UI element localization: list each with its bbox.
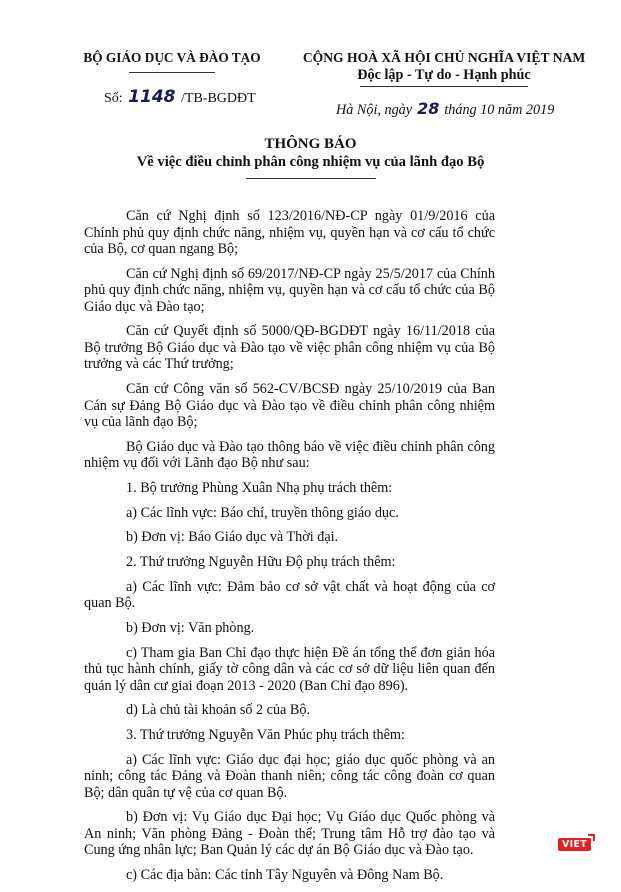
paragraph: c) Các địa bàn: Các tỉnh Tây Nguyên và Đông Nam Bộ. [126,867,444,883]
issue-date [336,99,554,119]
paragraph: Căn cứ Quyết định số 5000/QĐ-BGDĐT ngày 16/11/2018 của Bộ trưởng Bộ Giáo dục và Đào tạo về việc phân công nhiệm vụ của Bộ trưởng và các Thứ trưởng; [84,323,495,373]
national-header [294,50,594,87]
paragraph: 2. Thứ trưởng Nguyễn Hữu Độ phụ trách thêm: [126,554,396,570]
divider [360,86,528,87]
divider [246,178,376,179]
handwritten-day: 28 [417,99,440,118]
nation-title: CỘNG HOÀ XÃ HỘI CHỦ NGHĨA VIỆT NAM [302,50,586,65]
paragraph: Căn cứ Công văn số 562-CV/BCSĐ ngày 25/10/2019 của Ban Cán sự Đảng Bộ Giáo dục và Đào tạo về điều chỉnh phân công nhiệm vụ của lãnh đạo Bộ; [84,381,495,431]
paragraph: c) Tham gia Ban Chỉ đạo thực hiện Đề án tổng thể đơn giản hóa thủ tục hành chính, giấy tờ công dân và các cơ sở dữ liệu liên quan đến quản lý dân cư giai đoạn 2013 - 2020 (Ban Chỉ đạo 896). [84,644,495,694]
ministry-name: BỘ GIÁO DỤC VÀ ĐÀO TẠO [83,50,261,65]
title-main: THÔNG BÁO [264,136,357,152]
paragraph: d) Là chủ tài khoản số 2 của Bộ. [126,702,310,719]
paragraph: b) Đơn vị: Vụ Giáo dục Đại học; Vụ Giáo dục Quốc phòng và An ninh; Văn phòng Đảng - Đoàn thể; Trung tâm Hỗ trợ đào tạo và Cung ứng nhân lực; Ban Quản lý các dự án Bộ Giáo dục và Đào tạo. [84,809,495,859]
paragraph: b) Đơn vị: Báo Giáo dục và Thời đại. [126,529,339,546]
document-title [0,136,621,179]
document-body [84,208,495,892]
handwritten-number: 1148 [128,87,176,107]
paragraph: b) Đơn vị: Văn phòng. [126,619,255,636]
vietnamnet-logo: VIET [558,838,591,851]
paragraph: a) Các lĩnh vực: Đảm bảo cơ sở vật chất và hoạt động của cơ quan Bộ. [84,578,495,612]
date-prefix: Hà Nội, ngày [336,102,413,118]
motto: Độc lập - Tự do - Hạnh phúc [357,67,531,83]
document-number [104,87,256,107]
paragraph: a) Các lĩnh vực: Giáo dục đại học; giáo dục quốc phòng và an ninh; công tác Đảng và Đoàn thanh niên; công tác công đoàn cơ quan Bộ; dân quân tự vệ của cơ quan Bộ. [84,751,495,801]
paragraph: 1. Bộ trưởng Phùng Xuân Nhạ phụ trách thêm: [126,479,393,496]
paragraph: Căn cứ Nghị định số 123/2016/NĐ-CP ngày 01/9/2016 của Chính phủ quy định chức năng, nhiệm vụ, quyền hạn và cơ cấu tổ chức của Bộ, cơ quan ngang Bộ; [84,208,495,257]
number-suffix: /TB-BGDĐT [181,91,256,106]
issuing-authority [82,50,262,73]
paragraph: 3. Thứ trưởng Nguyễn Văn Phúc phụ trách thêm: [126,726,405,743]
title-subtitle: Về việc điều chỉnh phân công nhiệm vụ của lãnh đạo Bộ [136,154,485,170]
paragraph: Căn cứ Nghị định số 69/2017/NĐ-CP ngày 25/5/2017 của Chính phủ quy định chức năng, nhiệm vụ, quyền hạn và cơ cấu tổ chức của Bộ Giáo dục và Đào tạo; [84,265,495,315]
number-prefix: Số: [104,91,123,106]
date-suffix: tháng 10 năm 2019 [444,102,555,118]
paragraph: Bộ Giáo dục và Đào tạo thông báo về việc điều chỉnh phân công nhiệm vụ đối với Lãnh đạo Bộ như sau: [84,438,495,472]
paragraph: a) Các lĩnh vực: Báo chí, truyền thông giáo dục. [126,504,399,521]
divider [129,72,215,73]
